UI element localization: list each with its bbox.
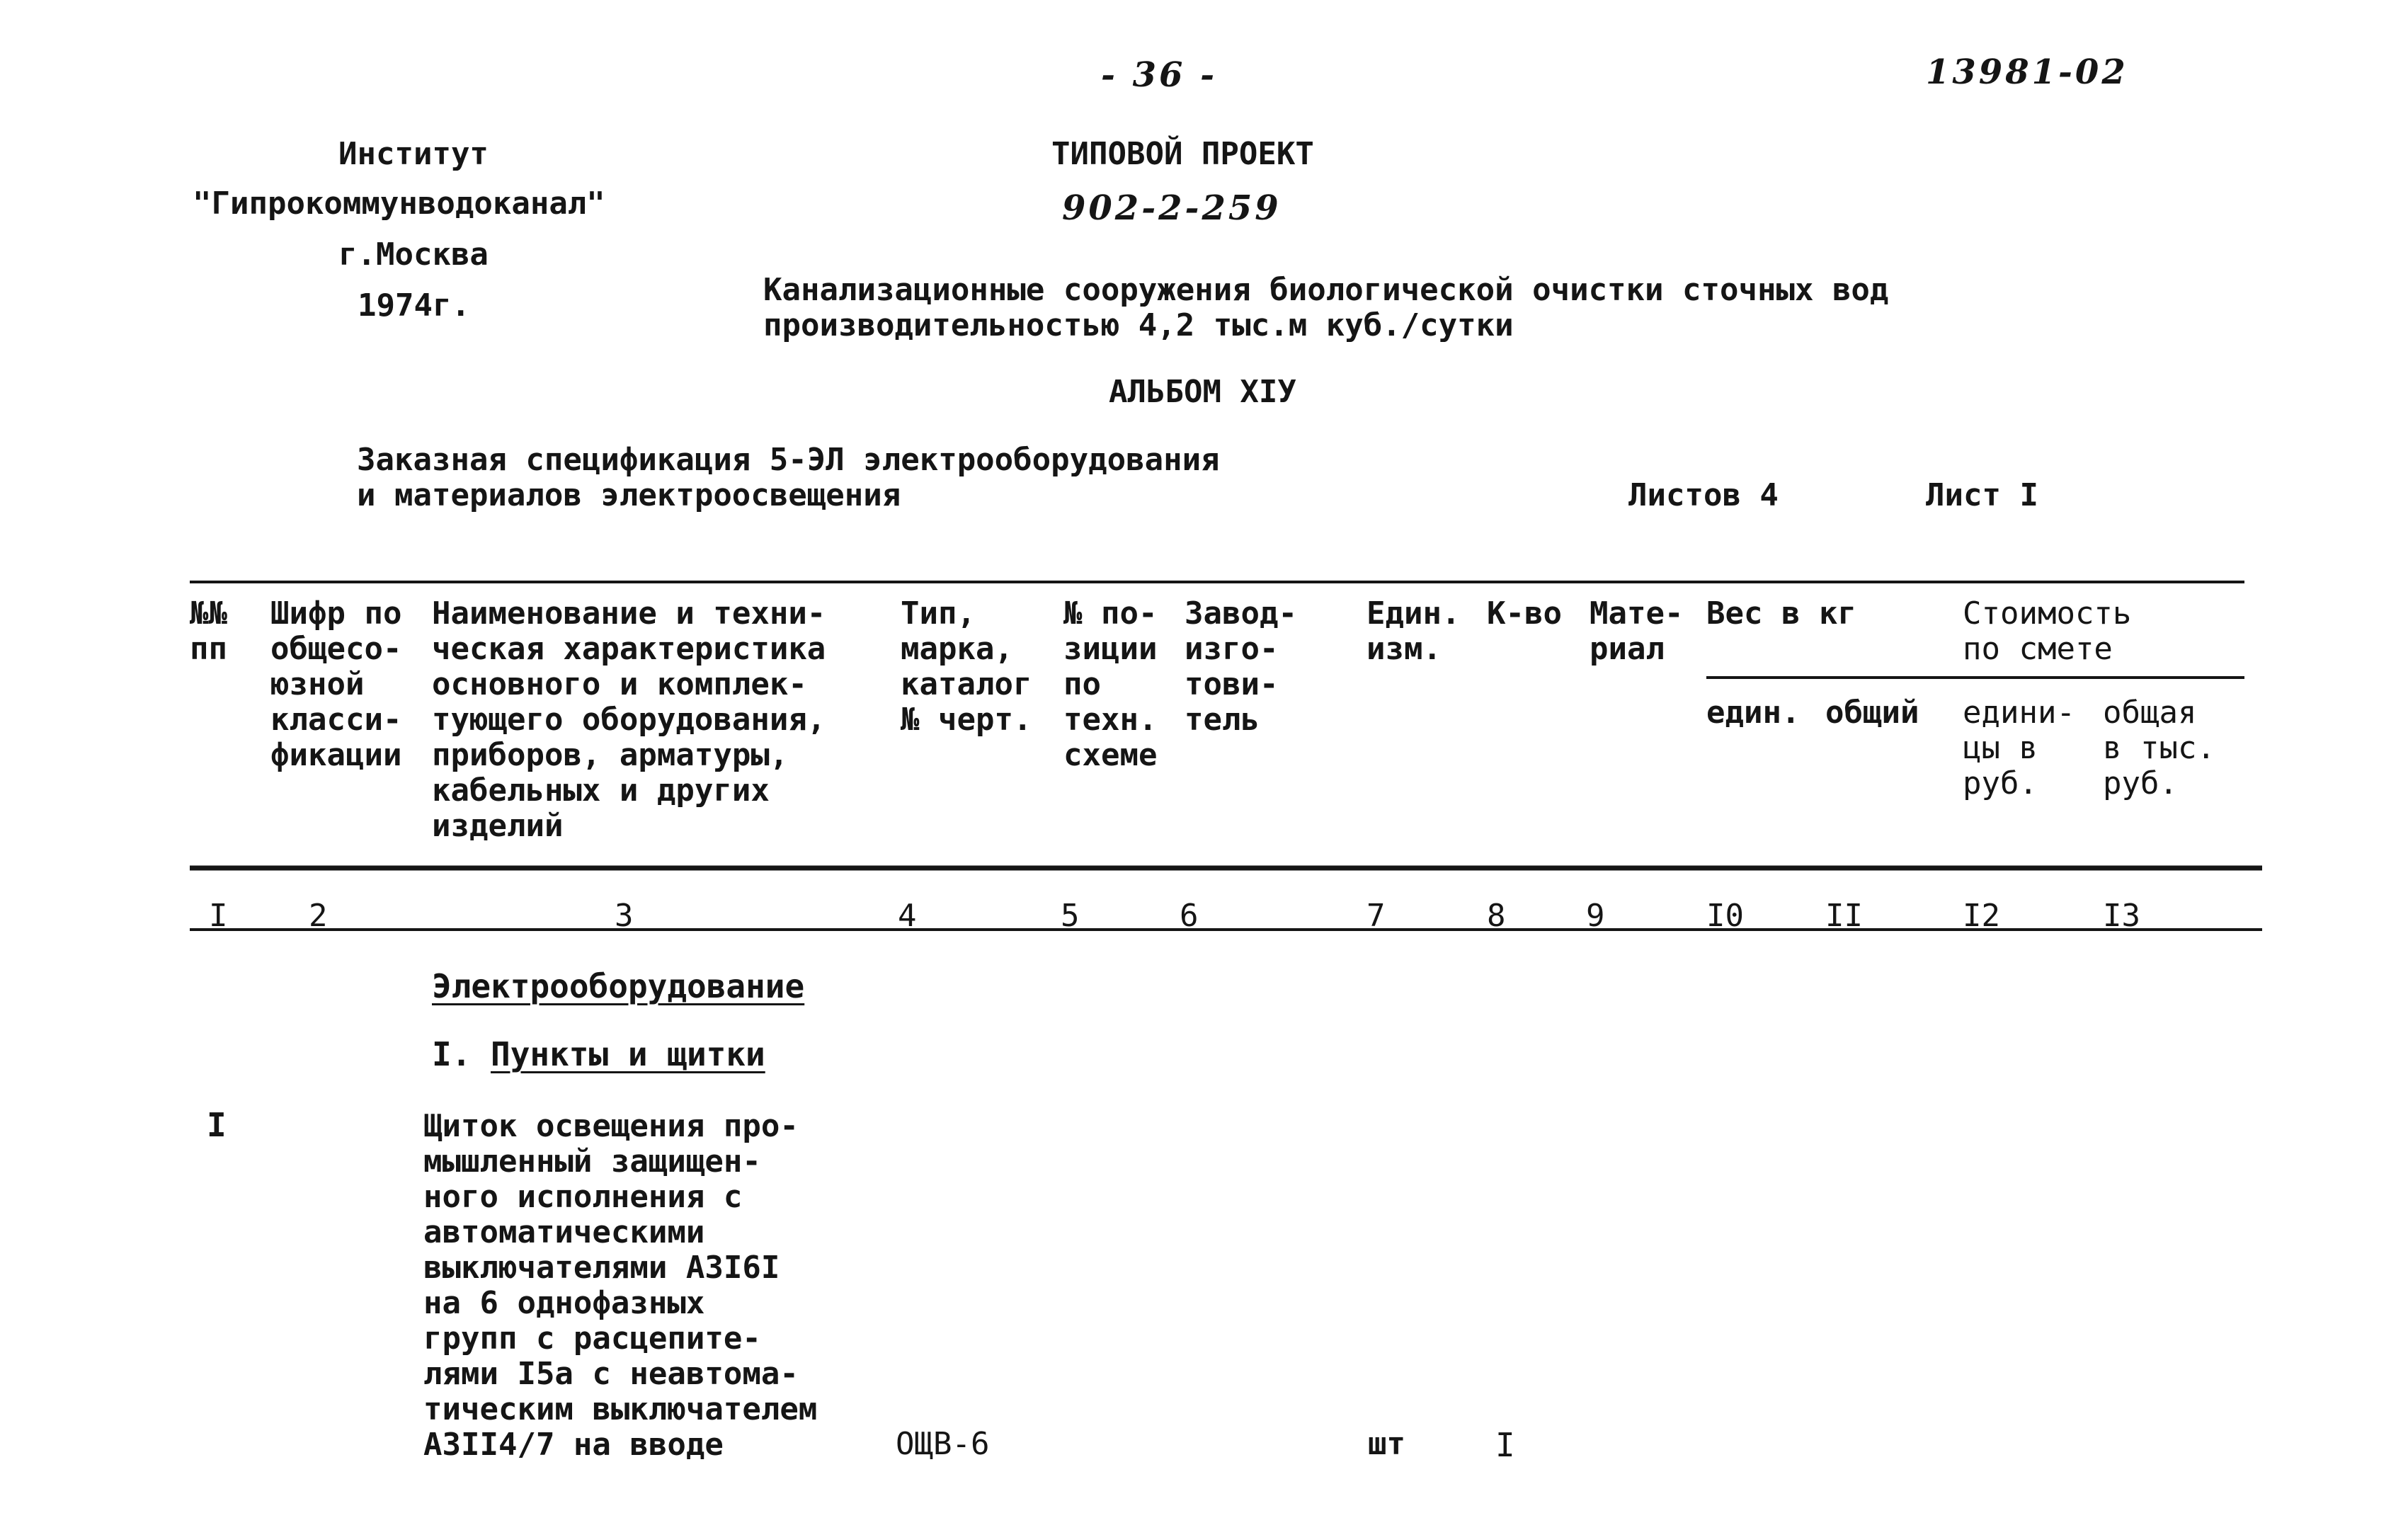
header-type: Тип, марка, каталог № черт. bbox=[901, 595, 1032, 738]
header-cost-unit: едини- цы в руб. bbox=[1963, 695, 2075, 801]
column-number: I0 bbox=[1706, 898, 1744, 934]
header-unit: Един. изм. bbox=[1366, 595, 1461, 667]
album-label: АЛЬБОМ XIУ bbox=[1109, 374, 1296, 410]
spec-title-line1: Заказная спецификация 5-ЭЛ электрооборудования bbox=[357, 442, 1220, 478]
header-material: Мате- риал bbox=[1590, 595, 1684, 667]
header-quantity: К-во bbox=[1487, 595, 1562, 632]
column-number: 5 bbox=[1061, 898, 1080, 934]
sheet-number: Лист I bbox=[1926, 477, 2038, 513]
institute-city: г.Москва bbox=[338, 236, 489, 273]
column-number: 2 bbox=[309, 898, 328, 934]
column-number: 6 bbox=[1180, 898, 1199, 934]
institute-name: "Гипрокоммунводоканал" bbox=[193, 185, 605, 222]
institute-year: 1974г. bbox=[358, 287, 470, 324]
project-label: ТИПОВОЙ ПРОЕКТ bbox=[1051, 136, 1314, 172]
header-row-number: №№ пп bbox=[190, 595, 227, 667]
project-title-line1: Канализационные сооружения биологической очистки сточных вод bbox=[763, 272, 1889, 308]
sheets-total: Листов 4 bbox=[1628, 477, 1779, 513]
header-weight-unit: един. bbox=[1706, 695, 1801, 731]
document-code: 13981-02 bbox=[1926, 52, 2128, 92]
header-manufacturer: Завод- изго- тови- тель bbox=[1185, 595, 1297, 738]
column-number: 9 bbox=[1586, 898, 1605, 934]
header-cost-total: общая в тыс. руб. bbox=[2103, 695, 2215, 801]
column-number: I2 bbox=[1963, 898, 2000, 934]
column-number: 3 bbox=[615, 898, 634, 934]
header-position: № по- зиции по техн. схеме bbox=[1063, 595, 1158, 773]
header-name: Наименование и техни- ческая характеристика основного и комплек- тующего оборудования, приборов, арматуры, кабельных и других изделий bbox=[432, 595, 826, 844]
subsection-title: Пункты и щитки bbox=[491, 1035, 765, 1073]
project-number: 902-2-259 bbox=[1062, 188, 1282, 228]
column-number: I bbox=[209, 898, 228, 934]
header-weight: Вес в кг bbox=[1706, 595, 1856, 632]
header-classification-code: Шифр по общесо- юзной класси- фикации bbox=[270, 595, 402, 773]
column-number: II bbox=[1825, 898, 1863, 934]
column-number: 8 bbox=[1487, 898, 1506, 934]
row-name: Щиток освещения про- мышленный защищен- ного исполнения с автоматическими выключателями А3I6I на 6 однофазных групп с расцепите- лями I5а с неавтома- тическим выключателем А3II4/7 на вводе bbox=[423, 1108, 818, 1463]
column-number: I3 bbox=[2103, 898, 2140, 934]
row-unit: шт bbox=[1368, 1426, 1405, 1462]
row-type: ОЩВ-6 bbox=[896, 1426, 990, 1462]
header-cost: Стоимость по смете bbox=[1963, 595, 2132, 667]
institute-label: Институт bbox=[338, 136, 489, 172]
header-weight-total: общий bbox=[1825, 695, 1919, 731]
project-title-line2: производительностью 4,2 тыс.м куб./сутки bbox=[763, 307, 1514, 343]
row-number: I bbox=[207, 1106, 227, 1144]
subsection-number: I. bbox=[432, 1035, 472, 1073]
column-number: 4 bbox=[898, 898, 917, 934]
section-title: Электрооборудование bbox=[432, 967, 805, 1005]
page-number: - 36 - bbox=[1101, 55, 1218, 95]
column-number: 7 bbox=[1366, 898, 1386, 934]
spec-title-line2: и материалов электроосвещения bbox=[357, 477, 901, 513]
row-quantity: I bbox=[1495, 1426, 1515, 1464]
